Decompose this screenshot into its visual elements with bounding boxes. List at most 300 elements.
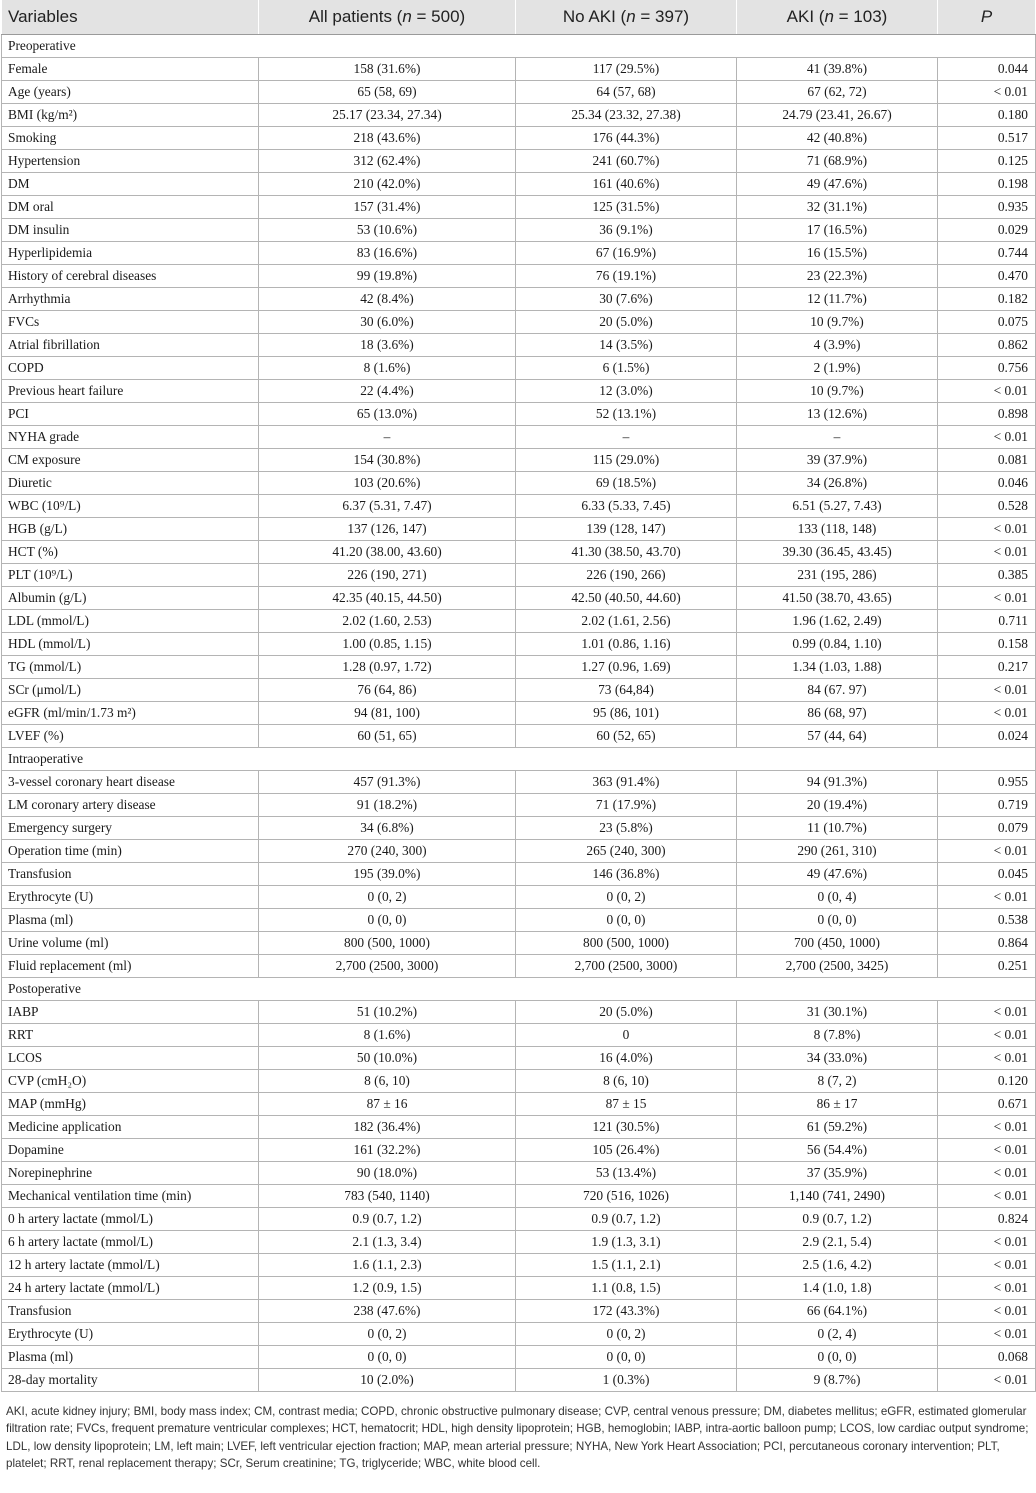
table-row [2, 702, 1036, 725]
section-title: Postoperative [2, 978, 1036, 1001]
cell-p-value: 0.744 [938, 242, 1036, 265]
cell-no-aki: 115 (29.0%) [516, 449, 737, 472]
cell-variable: DM [2, 173, 259, 196]
table-row [2, 472, 1036, 495]
table-row [2, 357, 1036, 380]
cell-p-value: 0.470 [938, 265, 1036, 288]
cell-variable: Age (years) [2, 81, 259, 104]
cell-aki: 8 (7.8%) [737, 1024, 938, 1047]
cell-aki: 71 (68.9%) [737, 150, 938, 173]
cell-all-patients: 270 (240, 300) [259, 840, 516, 863]
cell-p-value: 0.068 [938, 1346, 1036, 1369]
cell-variable: Previous heart failure [2, 380, 259, 403]
cell-p-value: 0.862 [938, 334, 1036, 357]
cell-no-aki: 105 (26.4%) [516, 1139, 737, 1162]
cell-aki: 0 (2, 4) [737, 1323, 938, 1346]
cell-all-patients: 157 (31.4%) [259, 196, 516, 219]
cell-p-value: 0.120 [938, 1070, 1036, 1093]
cell-no-aki: 720 (516, 1026) [516, 1185, 737, 1208]
cell-p-value: < 0.01 [938, 1277, 1036, 1300]
cell-aki: 10 (9.7%) [737, 311, 938, 334]
cell-p-value: 0.081 [938, 449, 1036, 472]
section-title: Preoperative [2, 35, 1036, 58]
cell-p-value: < 0.01 [938, 518, 1036, 541]
cell-no-aki: 6.33 (5.33, 7.45) [516, 495, 737, 518]
cell-p-value: < 0.01 [938, 886, 1036, 909]
cell-variable: Medicine application [2, 1116, 259, 1139]
table-row [2, 403, 1036, 426]
table-row [2, 564, 1036, 587]
table-row [2, 449, 1036, 472]
cell-no-aki: 241 (60.7%) [516, 150, 737, 173]
cell-p-value: < 0.01 [938, 1001, 1036, 1024]
table-row [2, 610, 1036, 633]
table-row [2, 1369, 1036, 1392]
cell-p-value: 0.719 [938, 794, 1036, 817]
cell-no-aki: 0 (0, 0) [516, 909, 737, 932]
cell-all-patients: 34 (6.8%) [259, 817, 516, 840]
cell-all-patients: 2.1 (1.3, 3.4) [259, 1231, 516, 1254]
cell-p-value: < 0.01 [938, 1162, 1036, 1185]
cell-variable: 28-day mortality [2, 1369, 259, 1392]
cell-variable: History of cerebral diseases [2, 265, 259, 288]
cell-variable: WBC (10⁹/L) [2, 495, 259, 518]
header-p-value: P [938, 0, 1036, 35]
cell-variable: eGFR (ml/min/1.73 m²) [2, 702, 259, 725]
cell-no-aki: 20 (5.0%) [516, 1001, 737, 1024]
table-row [2, 1185, 1036, 1208]
cell-variable: Fluid replacement (ml) [2, 955, 259, 978]
table-row [2, 1162, 1036, 1185]
cell-p-value: 0.046 [938, 472, 1036, 495]
cell-no-aki: 14 (3.5%) [516, 334, 737, 357]
cell-aki: 13 (12.6%) [737, 403, 938, 426]
table-row [2, 127, 1036, 150]
header-noaki-suffix: = 397) [635, 7, 690, 26]
table-body [2, 35, 1036, 1392]
cell-all-patients: 1.6 (1.1, 2.3) [259, 1254, 516, 1277]
table-row [2, 1070, 1036, 1093]
cell-aki: 24.79 (23.41, 26.67) [737, 104, 938, 127]
cell-aki: 49 (47.6%) [737, 863, 938, 886]
cell-no-aki: 265 (240, 300) [516, 840, 737, 863]
cell-aki: 16 (15.5%) [737, 242, 938, 265]
cell-variable: IABP [2, 1001, 259, 1024]
cell-all-patients: 195 (39.0%) [259, 863, 516, 886]
header-all-prefix: All patients ( [308, 7, 403, 26]
cell-variable: MAP (mmHg) [2, 1093, 259, 1116]
header-all-patients [259, 0, 516, 35]
cell-variable: 12 h artery lactate (mmol/L) [2, 1254, 259, 1277]
cell-variable: DM insulin [2, 219, 259, 242]
cell-aki: 23 (22.3%) [737, 265, 938, 288]
table-row [2, 1346, 1036, 1369]
cell-all-patients: 800 (500, 1000) [259, 932, 516, 955]
cell-aki: 86 (68, 97) [737, 702, 938, 725]
cell-variable: PCI [2, 403, 259, 426]
cell-p-value: 0.528 [938, 495, 1036, 518]
header-row [2, 0, 1036, 35]
cell-all-patients: 0 (0, 2) [259, 886, 516, 909]
cell-no-aki: 1 (0.3%) [516, 1369, 737, 1392]
cell-aki: 34 (33.0%) [737, 1047, 938, 1070]
table-row [2, 794, 1036, 817]
cell-no-aki: 146 (36.8%) [516, 863, 737, 886]
cell-aki: – [737, 426, 938, 449]
cell-all-patients: 83 (16.6%) [259, 242, 516, 265]
cell-variable: Hyperlipidemia [2, 242, 259, 265]
table-row [2, 840, 1036, 863]
cell-all-patients: 65 (58, 69) [259, 81, 516, 104]
cell-aki: 94 (91.3%) [737, 771, 938, 794]
cell-no-aki: 6 (1.5%) [516, 357, 737, 380]
cell-no-aki: 2.02 (1.61, 2.56) [516, 610, 737, 633]
cell-all-patients: 22 (4.4%) [259, 380, 516, 403]
section-row [2, 748, 1036, 771]
table-row [2, 725, 1036, 748]
table-row [2, 541, 1036, 564]
cell-variable: PLT (10⁹/L) [2, 564, 259, 587]
cell-aki: 61 (59.2%) [737, 1116, 938, 1139]
cell-no-aki: 67 (16.9%) [516, 242, 737, 265]
cell-variable: Norepinephrine [2, 1162, 259, 1185]
cell-no-aki: 363 (91.4%) [516, 771, 737, 794]
cell-all-patients: 30 (6.0%) [259, 311, 516, 334]
header-aki-suffix: = 103) [833, 7, 888, 26]
table-row [2, 265, 1036, 288]
header-no-aki [516, 0, 737, 35]
cell-aki: 1.4 (1.0, 1.8) [737, 1277, 938, 1300]
table-row [2, 81, 1036, 104]
cell-p-value: < 0.01 [938, 1139, 1036, 1162]
table-row [2, 1231, 1036, 1254]
cell-no-aki: 800 (500, 1000) [516, 932, 737, 955]
cell-aki: 39 (37.9%) [737, 449, 938, 472]
cell-no-aki: 41.30 (38.50, 43.70) [516, 541, 737, 564]
cell-all-patients: 238 (47.6%) [259, 1300, 516, 1323]
patient-characteristics-table [1, 0, 1036, 1392]
cell-no-aki: 1.5 (1.1, 2.1) [516, 1254, 737, 1277]
cell-no-aki: 95 (86, 101) [516, 702, 737, 725]
table-row [2, 518, 1036, 541]
cell-p-value: 0.029 [938, 219, 1036, 242]
table-row [2, 1024, 1036, 1047]
cell-aki: 34 (26.8%) [737, 472, 938, 495]
cell-p-value: 0.711 [938, 610, 1036, 633]
table-row [2, 219, 1036, 242]
header-aki-prefix: AKI ( [786, 7, 825, 26]
cell-no-aki: 42.50 (40.50, 44.60) [516, 587, 737, 610]
cell-p-value: < 0.01 [938, 1047, 1036, 1070]
cell-variable: LDL (mmol/L) [2, 610, 259, 633]
cell-aki: 8 (7, 2) [737, 1070, 938, 1093]
cell-no-aki: 8 (6, 10) [516, 1070, 737, 1093]
cell-variable: 24 h artery lactate (mmol/L) [2, 1277, 259, 1300]
cell-no-aki: 172 (43.3%) [516, 1300, 737, 1323]
cell-variable: Dopamine [2, 1139, 259, 1162]
cell-no-aki: 0 (0, 2) [516, 886, 737, 909]
cell-aki: 2.9 (2.1, 5.4) [737, 1231, 938, 1254]
cell-all-patients: 65 (13.0%) [259, 403, 516, 426]
cell-all-patients: 103 (20.6%) [259, 472, 516, 495]
cell-no-aki: 226 (190, 266) [516, 564, 737, 587]
cell-variable: COPD [2, 357, 259, 380]
table-row [2, 587, 1036, 610]
table-row [2, 426, 1036, 449]
cell-all-patients: 457 (91.3%) [259, 771, 516, 794]
cell-no-aki: 0 (0, 0) [516, 1346, 737, 1369]
cell-aki: 231 (195, 286) [737, 564, 938, 587]
table-row [2, 817, 1036, 840]
cell-aki: 49 (47.6%) [737, 173, 938, 196]
table-row [2, 196, 1036, 219]
cell-p-value: 0.385 [938, 564, 1036, 587]
cell-p-value: < 0.01 [938, 541, 1036, 564]
cell-no-aki: 20 (5.0%) [516, 311, 737, 334]
cell-aki: 0 (0, 0) [737, 1346, 938, 1369]
cell-variable: SCr (μmol/L) [2, 679, 259, 702]
cell-no-aki: 25.34 (23.32, 27.38) [516, 104, 737, 127]
cell-all-patients: 0 (0, 0) [259, 1346, 516, 1369]
cell-p-value: < 0.01 [938, 380, 1036, 403]
cell-aki: 17 (16.5%) [737, 219, 938, 242]
cell-no-aki: 117 (29.5%) [516, 58, 737, 81]
cell-variable: 0 h artery lactate (mmol/L) [2, 1208, 259, 1231]
cell-all-patients: 91 (18.2%) [259, 794, 516, 817]
cell-p-value: 0.045 [938, 863, 1036, 886]
cell-aki: 1.96 (1.62, 2.49) [737, 610, 938, 633]
cell-variable: Plasma (ml) [2, 909, 259, 932]
cell-aki: 9 (8.7%) [737, 1369, 938, 1392]
table-row [2, 288, 1036, 311]
cell-all-patients: 10 (2.0%) [259, 1369, 516, 1392]
cell-aki: 2 (1.9%) [737, 357, 938, 380]
cell-p-value: 0.671 [938, 1093, 1036, 1116]
cell-variable: LVEF (%) [2, 725, 259, 748]
cell-all-patients: 161 (32.2%) [259, 1139, 516, 1162]
table-header [2, 0, 1036, 35]
cell-no-aki: 1.27 (0.96, 1.69) [516, 656, 737, 679]
cell-all-patients: 18 (3.6%) [259, 334, 516, 357]
cell-p-value: 0.125 [938, 150, 1036, 173]
cell-p-value: < 0.01 [938, 1024, 1036, 1047]
cell-all-patients: 51 (10.2%) [259, 1001, 516, 1024]
cell-p-value: 0.079 [938, 817, 1036, 840]
table-row [2, 1047, 1036, 1070]
cell-variable: Smoking [2, 127, 259, 150]
cell-no-aki: 1.01 (0.86, 1.16) [516, 633, 737, 656]
header-aki-n: n [824, 7, 834, 26]
table-row [2, 771, 1036, 794]
cell-aki: 31 (30.1%) [737, 1001, 938, 1024]
table-row [2, 955, 1036, 978]
cell-all-patients: 0 (0, 2) [259, 1323, 516, 1346]
cell-no-aki: 0 [516, 1024, 737, 1047]
cell-all-patients: 60 (51, 65) [259, 725, 516, 748]
table-row [2, 1139, 1036, 1162]
cell-all-patients: 42.35 (40.15, 44.50) [259, 587, 516, 610]
cell-aki: 1.34 (1.03, 1.88) [737, 656, 938, 679]
cell-aki: 700 (450, 1000) [737, 932, 938, 955]
table-row [2, 656, 1036, 679]
cell-aki: 6.51 (5.27, 7.43) [737, 495, 938, 518]
cell-variable: Hypertension [2, 150, 259, 173]
table-row [2, 104, 1036, 127]
cell-all-patients: 0.9 (0.7, 1.2) [259, 1208, 516, 1231]
cell-no-aki: 64 (57, 68) [516, 81, 737, 104]
cell-all-patients: 783 (540, 1140) [259, 1185, 516, 1208]
cell-no-aki: 76 (19.1%) [516, 265, 737, 288]
cell-all-patients: – [259, 426, 516, 449]
cell-all-patients: 8 (1.6%) [259, 357, 516, 380]
cell-all-patients: 2.02 (1.60, 2.53) [259, 610, 516, 633]
table-row [2, 1300, 1036, 1323]
cell-p-value: 0.182 [938, 288, 1036, 311]
table-row [2, 1254, 1036, 1277]
cell-all-patients: 53 (10.6%) [259, 219, 516, 242]
cell-aki: 0.9 (0.7, 1.2) [737, 1208, 938, 1231]
cell-all-patients: 182 (36.4%) [259, 1116, 516, 1139]
section-row [2, 978, 1036, 1001]
cell-p-value: < 0.01 [938, 426, 1036, 449]
cell-p-value: 0.198 [938, 173, 1036, 196]
cell-no-aki: 71 (17.9%) [516, 794, 737, 817]
cell-variable: LCOS [2, 1047, 259, 1070]
cell-no-aki: 161 (40.6%) [516, 173, 737, 196]
cell-aki: 133 (118, 148) [737, 518, 938, 541]
cell-p-value: 0.158 [938, 633, 1036, 656]
cell-variable: Transfusion [2, 1300, 259, 1323]
cell-all-patients: 6.37 (5.31, 7.47) [259, 495, 516, 518]
cell-no-aki: 52 (13.1%) [516, 403, 737, 426]
table-row [2, 334, 1036, 357]
cell-p-value: < 0.01 [938, 1323, 1036, 1346]
section-title: Intraoperative [2, 748, 1036, 771]
table-row [2, 1208, 1036, 1231]
cell-variable: 3-vessel coronary heart disease [2, 771, 259, 794]
cell-aki: 84 (67. 97) [737, 679, 938, 702]
cell-variable: Plasma (ml) [2, 1346, 259, 1369]
cell-variable: HGB (g/L) [2, 518, 259, 541]
cell-all-patients: 90 (18.0%) [259, 1162, 516, 1185]
table-row [2, 909, 1036, 932]
cell-no-aki: 23 (5.8%) [516, 817, 737, 840]
cell-no-aki: 73 (64,84) [516, 679, 737, 702]
cell-no-aki: 176 (44.3%) [516, 127, 737, 150]
cell-all-patients: 8 (1.6%) [259, 1024, 516, 1047]
cell-all-patients: 94 (81, 100) [259, 702, 516, 725]
header-variables: Variables [2, 0, 259, 35]
cell-all-patients: 1.28 (0.97, 1.72) [259, 656, 516, 679]
cell-no-aki: 16 (4.0%) [516, 1047, 737, 1070]
cell-variable: Erythrocyte (U) [2, 1323, 259, 1346]
cell-variable: Urine volume (ml) [2, 932, 259, 955]
table-row [2, 886, 1036, 909]
cell-p-value: 0.517 [938, 127, 1036, 150]
cell-aki: 41 (39.8%) [737, 58, 938, 81]
cell-p-value: < 0.01 [938, 81, 1036, 104]
cell-p-value: 0.251 [938, 955, 1036, 978]
cell-all-patients: 218 (43.6%) [259, 127, 516, 150]
table-row [2, 633, 1036, 656]
cell-all-patients: 0 (0, 0) [259, 909, 516, 932]
cell-p-value: 0.024 [938, 725, 1036, 748]
cell-no-aki: 12 (3.0%) [516, 380, 737, 403]
cell-variable: TG (mmol/L) [2, 656, 259, 679]
cell-no-aki: 0 (0, 2) [516, 1323, 737, 1346]
cell-variable: Diuretic [2, 472, 259, 495]
cell-p-value: 0.898 [938, 403, 1036, 426]
cell-p-value: 0.217 [938, 656, 1036, 679]
cell-variable: CM exposure [2, 449, 259, 472]
cell-no-aki: 1.1 (0.8, 1.5) [516, 1277, 737, 1300]
cell-p-value: < 0.01 [938, 1369, 1036, 1392]
cell-aki: 41.50 (38.70, 43.65) [737, 587, 938, 610]
cell-p-value: < 0.01 [938, 587, 1036, 610]
cell-variable: Female [2, 58, 259, 81]
table-row [2, 311, 1036, 334]
section-row [2, 35, 1036, 58]
cell-p-value: < 0.01 [938, 1185, 1036, 1208]
cell-aki: 0.99 (0.84, 1.10) [737, 633, 938, 656]
cell-p-value: < 0.01 [938, 1300, 1036, 1323]
cell-variable: Erythrocyte (U) [2, 886, 259, 909]
cell-aki: 67 (62, 72) [737, 81, 938, 104]
cell-aki: 57 (44, 64) [737, 725, 938, 748]
cell-aki: 0 (0, 0) [737, 909, 938, 932]
cell-aki: 39.30 (36.45, 43.45) [737, 541, 938, 564]
cell-all-patients: 8 (6, 10) [259, 1070, 516, 1093]
cell-aki: 2.5 (1.6, 4.2) [737, 1254, 938, 1277]
cell-all-patients: 1.2 (0.9, 1.5) [259, 1277, 516, 1300]
cell-aki: 0 (0, 4) [737, 886, 938, 909]
table-row [2, 1093, 1036, 1116]
table-row [2, 1323, 1036, 1346]
cell-p-value: < 0.01 [938, 1116, 1036, 1139]
cell-no-aki: 53 (13.4%) [516, 1162, 737, 1185]
cell-aki: 37 (35.9%) [737, 1162, 938, 1185]
cell-variable: DM oral [2, 196, 259, 219]
cell-no-aki: 36 (9.1%) [516, 219, 737, 242]
cell-p-value: 0.756 [938, 357, 1036, 380]
cell-all-patients: 41.20 (38.00, 43.60) [259, 541, 516, 564]
cell-p-value: < 0.01 [938, 840, 1036, 863]
header-all-suffix: = 500) [411, 7, 466, 26]
table-row [2, 863, 1036, 886]
cell-aki: 12 (11.7%) [737, 288, 938, 311]
cell-all-patients: 226 (190, 271) [259, 564, 516, 587]
cell-all-patients: 154 (30.8%) [259, 449, 516, 472]
cell-p-value: 0.955 [938, 771, 1036, 794]
header-aki [737, 0, 938, 35]
table-footnote: AKI, acute kidney injury; BMI, body mass index; CM, contrast media; COPD, chronic obstructive pulmonary disease; CVP, central venous pressure; DM, diabetes mellitus; eGFR, estimated glomerular filtration rate; FVCs, frequent premature ventricular complexes; HCT, hematocrit; HDL, high density lipoprotein; HGB, hemoglobin; IABP, intra-aortic balloon pump; LCOS, low cardiac output syndrome; LDL, low density lipoprotein; LM, left main; LVEF, left ventricular ejection fraction; MAP, mean arterial pressure; NYHA, New York Heart Association; PCI, percutaneous coronary intervention; PLT, platelet; RRT, renal replacement therapy; SCr, Serum creatinine; TG, triglyceride; WBC, white blood cell. [6, 1405, 1029, 1470]
cell-aki: 32 (31.1%) [737, 196, 938, 219]
cell-aki: 4 (3.9%) [737, 334, 938, 357]
table-row [2, 1001, 1036, 1024]
cell-p-value: 0.824 [938, 1208, 1036, 1231]
cell-variable: CVP (cmH₂O) [2, 1070, 259, 1093]
header-noaki-n: n [626, 7, 636, 26]
cell-aki: 10 (9.7%) [737, 380, 938, 403]
cell-variable: 6 h artery lactate (mmol/L) [2, 1231, 259, 1254]
header-noaki-prefix: No AKI ( [562, 7, 627, 26]
cell-p-value: 0.935 [938, 196, 1036, 219]
cell-all-patients: 210 (42.0%) [259, 173, 516, 196]
cell-variable: NYHA grade [2, 426, 259, 449]
table-row [2, 932, 1036, 955]
cell-aki: 290 (261, 310) [737, 840, 938, 863]
cell-variable: Emergency surgery [2, 817, 259, 840]
